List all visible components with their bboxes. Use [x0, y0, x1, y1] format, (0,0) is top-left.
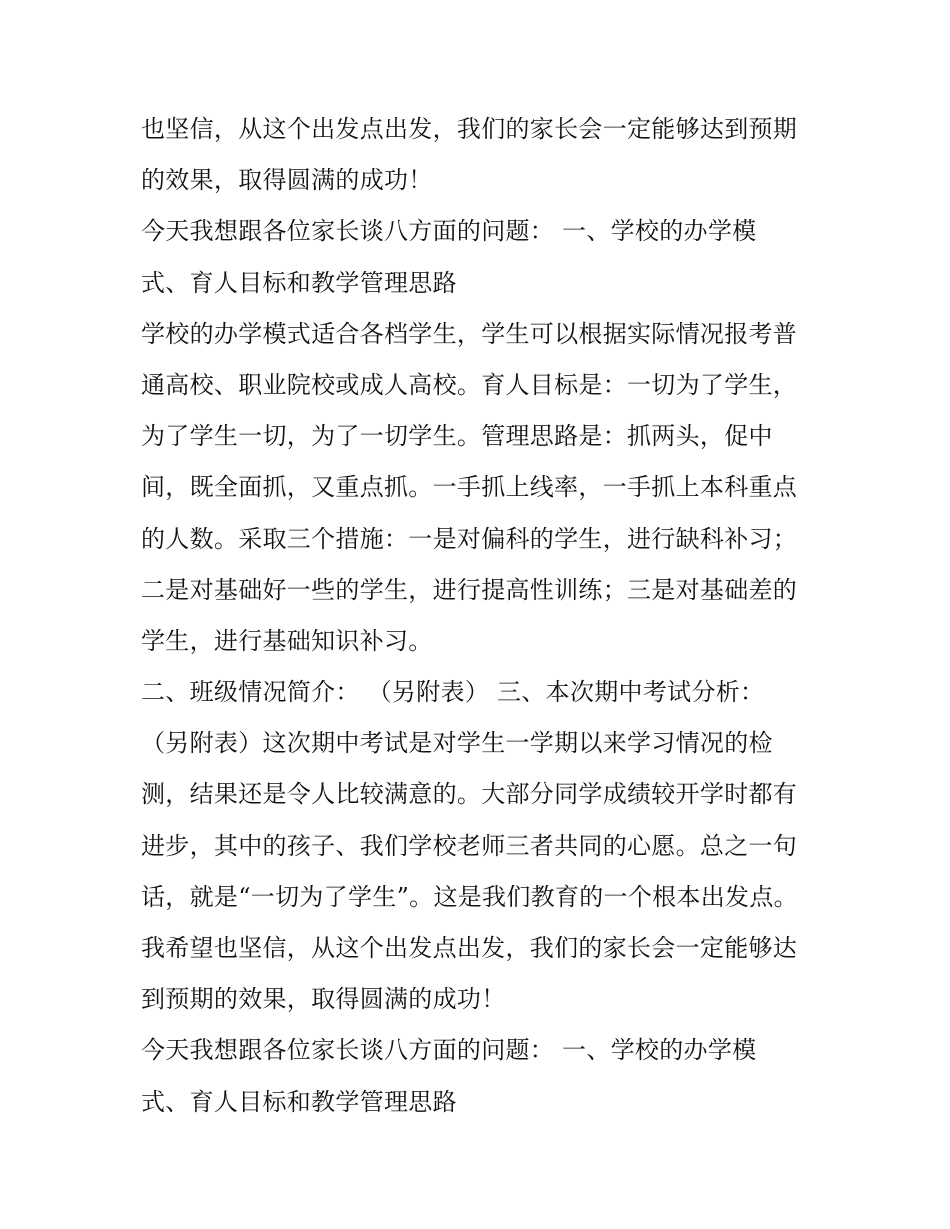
text-line: 今天我想跟各位家长谈八方面的问题： 一、学校的办学模 — [141, 1036, 757, 1065]
text-line: （另附表）这次期中考试是对学生一学期以来学习情况的检 — [141, 729, 773, 758]
text-line: 的效果，取得圆满的成功！ — [141, 166, 433, 195]
text-line: 今天我想跟各位家长谈八方面的问题： 一、学校的办学模 — [141, 217, 757, 246]
text-line: 到预期的效果，取得圆满的成功！ — [141, 985, 506, 1014]
text-line: 我希望也坚信，从这个出发点出发，我们的家长会一定能够达 — [141, 934, 798, 962]
text-line: 间，既全面抓，又重点抓。一手抓上线率，一手抓上本科重点 — [141, 473, 798, 502]
text-line: 进步，其中的孩子、我们学校老师三者共同的心愿。总之一句 — [141, 831, 798, 860]
text-line: 通高校、职业院校或成人高校。育人目标是：一切为了学生， — [141, 370, 798, 399]
text-line: 学生，进行基础知识补习。 — [141, 626, 433, 655]
text-line: 的人数。采取三个措施：一是对偏科的学生，进行缺科补习； — [141, 524, 798, 553]
text-line: 话，就是“一切为了学生”。这是我们教育的一个根本出发点。 — [141, 882, 798, 911]
text-line: 为了学生一切，为了一切学生。管理思路是：抓两头，促中 — [141, 422, 773, 451]
text-line: 式、育人目标和教学管理思路 — [141, 268, 457, 297]
text-line: 二、班级情况简介： （另附表） 三、本次期中考试分析： — [141, 678, 765, 707]
text-line: 也坚信，从这个出发点出发，我们的家长会一定能够达到预期 — [141, 115, 798, 143]
text-line: 学校的办学模式适合各档学生，学生可以根据实际情况报考普 — [141, 319, 798, 348]
text-line: 式、育人目标和教学管理思路 — [141, 1087, 457, 1116]
text-line: 二是对基础好一些的学生，进行提高性训练；三是对基础差的 — [141, 575, 798, 604]
document-body — [141, 104, 821, 1128]
text-line: 测，结果还是令人比较满意的。大部分同学成绩较开学时都有 — [141, 780, 798, 809]
